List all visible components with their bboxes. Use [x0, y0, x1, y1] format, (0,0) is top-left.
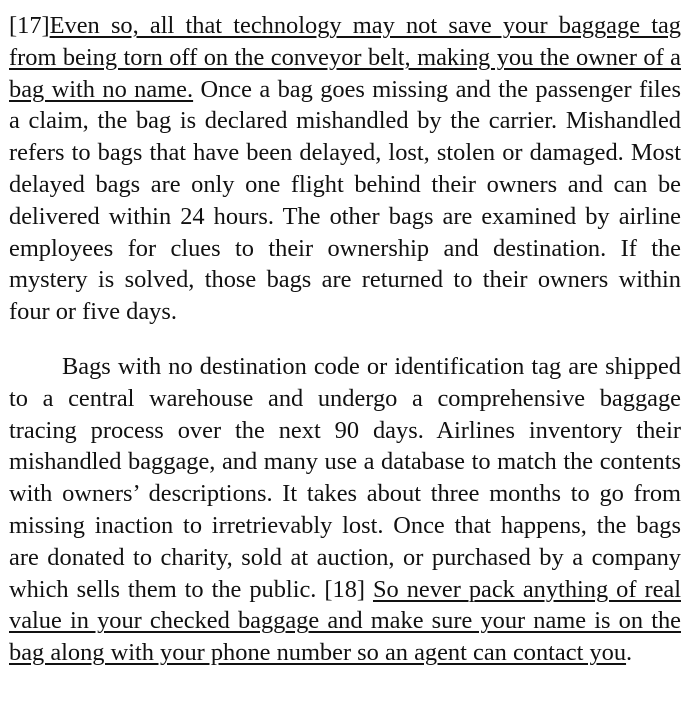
- question-marker-17: [17]: [9, 12, 50, 39]
- underlined-sentence-18: So never pack anything of real value in your checked baggage and make sure your name is on the bag along with your phone number so an agent can contact you: [9, 575, 681, 667]
- paragraph-2-end: .: [626, 639, 633, 667]
- underlined-sentence-17: Even so, all that technology may not save your baggage tag from being torn off on the conveyor belt, making you the owner of a bag with no name.: [9, 12, 681, 103]
- paragraph-2-body: Bags with no destination code or identification tag are shipped to a central warehouse and undergo a comprehensive baggage tracing process over the next 90 days. Airlines inventory their mishandled baggage, and many use a database to match the contents with owners’ descriptions. It takes about three months to go from missing inaction to irretrievably lost. Once that happens, the bags are donated to charity, sold at auction, or purchased by a company which sells them to the public.: [9, 352, 681, 603]
- question-marker-18: [18]: [324, 575, 373, 603]
- paragraph-1-body: Once a bag goes missing and the passenger files a claim, the bag is declared mishandled by the carrier. Mishandled refers to bags that have been delayed, lost, stolen or damaged. Most delayed bags are only one flight behind their owners and can be delivered within 24 hours. The other bags are examined by airline employees for clues to their ownership and destination. If the mystery is solved, those bags are returned to their owners within four or five days.: [9, 75, 681, 326]
- paragraph-1: [9, 10, 681, 328]
- paragraph-2: [9, 351, 681, 669]
